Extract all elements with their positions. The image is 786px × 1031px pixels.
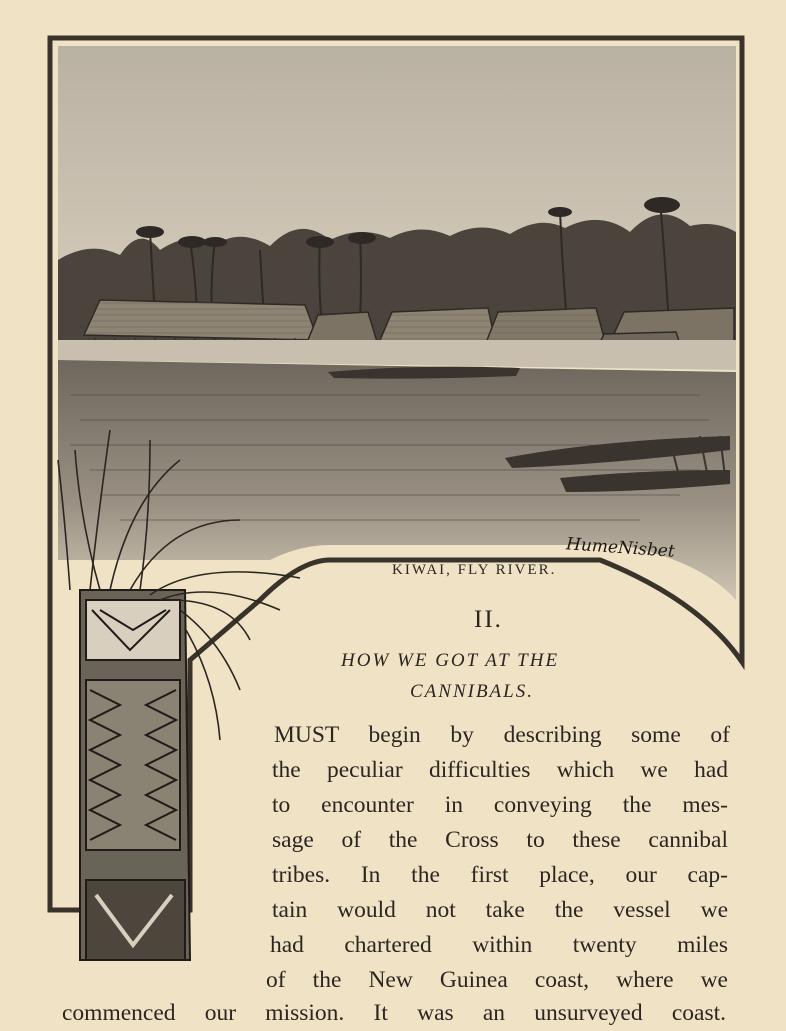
body-line: to encounter in conveying the mes- <box>272 792 728 818</box>
body-line: tribes. In the first place, our cap- <box>272 862 728 888</box>
illustration-caption: KIWAI, FLY RIVER. <box>392 562 557 578</box>
body-line: tain would not take the vessel we <box>272 897 728 923</box>
body-line: the peculiar difficulties which we had <box>272 757 728 783</box>
carved-totem <box>80 590 190 960</box>
body-line: of the New Guinea coast, where we <box>266 967 728 993</box>
chapter-number: II. <box>474 606 503 633</box>
chapter-title-line-2: CANNIBALS. <box>410 681 534 702</box>
body-line: MUST begin by describing some of <box>274 722 730 748</box>
artist-signature: HumeNisbet <box>565 534 676 562</box>
body-line: had chartered within twenty miles <box>270 932 728 958</box>
chapter-title-line-1: HOW WE GOT AT THE <box>341 650 560 671</box>
body-line: sage of the Cross to these cannibal <box>272 827 728 853</box>
body-line: commenced our mission. It was an unsurveyed coast. <box>62 1000 726 1026</box>
